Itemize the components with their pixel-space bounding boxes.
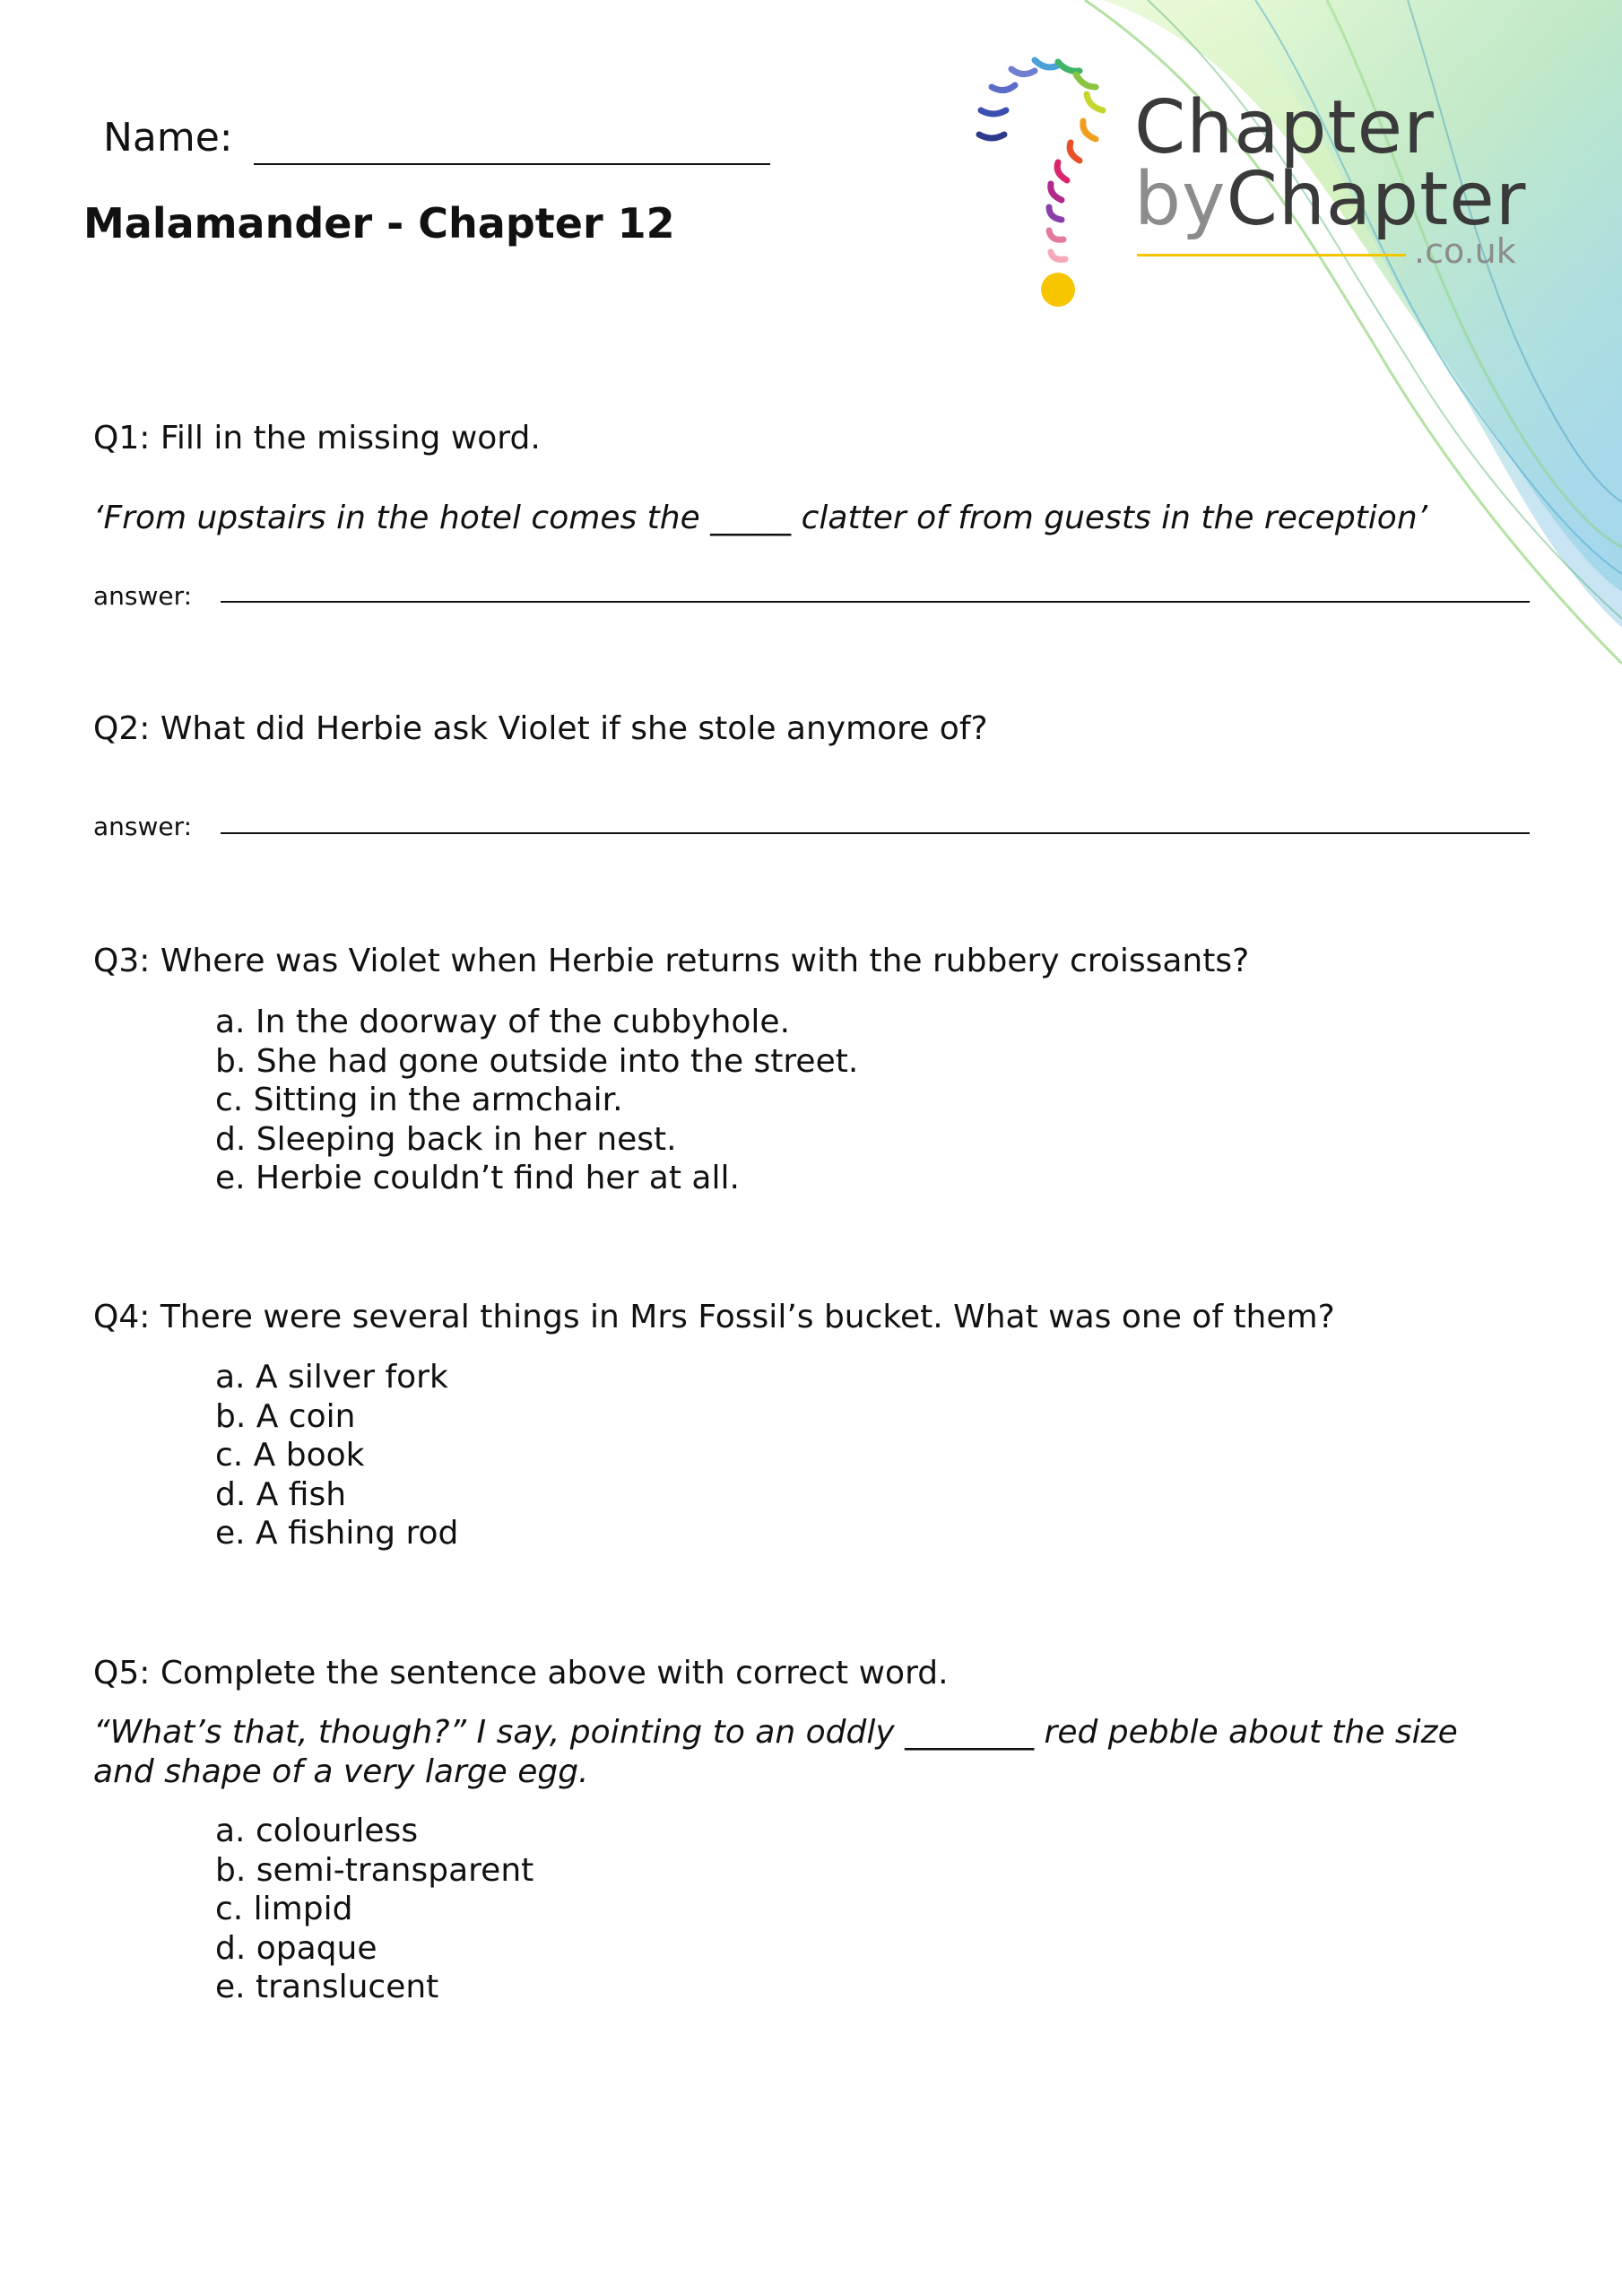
- q1-quote: ‘From upstairs in the hotel comes the _____ clatter of from guests in the reception’: [93, 500, 1428, 536]
- q3-option-d[interactable]: d. Sleeping back in her nest.: [215, 1120, 677, 1158]
- q5-option-b[interactable]: b. semi-transparent: [215, 1851, 534, 1889]
- q1-answer-label: answer:: [93, 581, 193, 611]
- logo-chapter: Chapter: [1226, 157, 1527, 242]
- q2-prompt: Q2: What did Herbie ask Violet if she stole anymore of?: [93, 710, 988, 747]
- q4-option-b[interactable]: b. A coin: [215, 1397, 356, 1435]
- q1-answer-line[interactable]: [221, 601, 1530, 603]
- q1-prompt: Q1: Fill in the missing word.: [93, 420, 541, 457]
- q5-option-a[interactable]: a. colourless: [215, 1813, 419, 1849]
- name-field-line[interactable]: [254, 163, 770, 165]
- logo-wordmark-chapter: Chapter: [1134, 85, 1435, 170]
- q5-option-e[interactable]: e. translucent: [215, 1969, 439, 2005]
- question-mark-books-logo-icon: [968, 49, 1139, 318]
- logo-wordmark-bychapter: [1134, 157, 1526, 242]
- name-label: Name:: [103, 115, 233, 161]
- q3-option-c[interactable]: c. Sitting in the armchair.: [215, 1082, 623, 1118]
- q3-option-e[interactable]: e. Herbie couldn’t find her at all.: [215, 1160, 740, 1196]
- logo-domain: .co.uk: [1414, 231, 1516, 271]
- q4-prompt: Q4: There were several things in Mrs Fossil’s bucket. What was one of them?: [93, 1299, 1335, 1335]
- q3-option-b[interactable]: b. She had gone outside into the street.: [215, 1042, 859, 1080]
- q5-option-c[interactable]: c. limpid: [215, 1891, 353, 1927]
- q3-options: [215, 1003, 858, 1198]
- q3-option-a[interactable]: a. In the doorway of the cubbyhole.: [215, 1004, 791, 1040]
- q2-answer-label: answer:: [93, 812, 193, 841]
- q4-options: [215, 1358, 458, 1553]
- q3-prompt: Q3: Where was Violet when Herbie returns with the rubbery croissants?: [93, 943, 1250, 979]
- q5-quote: “What’s that, though?” I say, pointing to an oddly ________ red pebble about the size and shape of a very large egg.: [93, 1714, 1458, 1790]
- q5-prompt: Q5: Complete the sentence above with correct word.: [93, 1655, 949, 1692]
- q5-option-d[interactable]: d. opaque: [215, 1929, 377, 1967]
- q4-option-c[interactable]: c. A book: [215, 1437, 365, 1474]
- q4-option-e[interactable]: e. A fishing rod: [215, 1515, 459, 1552]
- worksheet-title: Malamander - Chapter 12: [83, 199, 675, 248]
- q5-options: [215, 1812, 533, 2007]
- logo-underline: [1137, 254, 1406, 257]
- q2-answer-line[interactable]: [221, 832, 1530, 834]
- q4-option-d[interactable]: d. A fish: [215, 1475, 347, 1513]
- logo-by: by: [1134, 157, 1227, 242]
- q4-option-a[interactable]: a. A silver fork: [215, 1359, 448, 1396]
